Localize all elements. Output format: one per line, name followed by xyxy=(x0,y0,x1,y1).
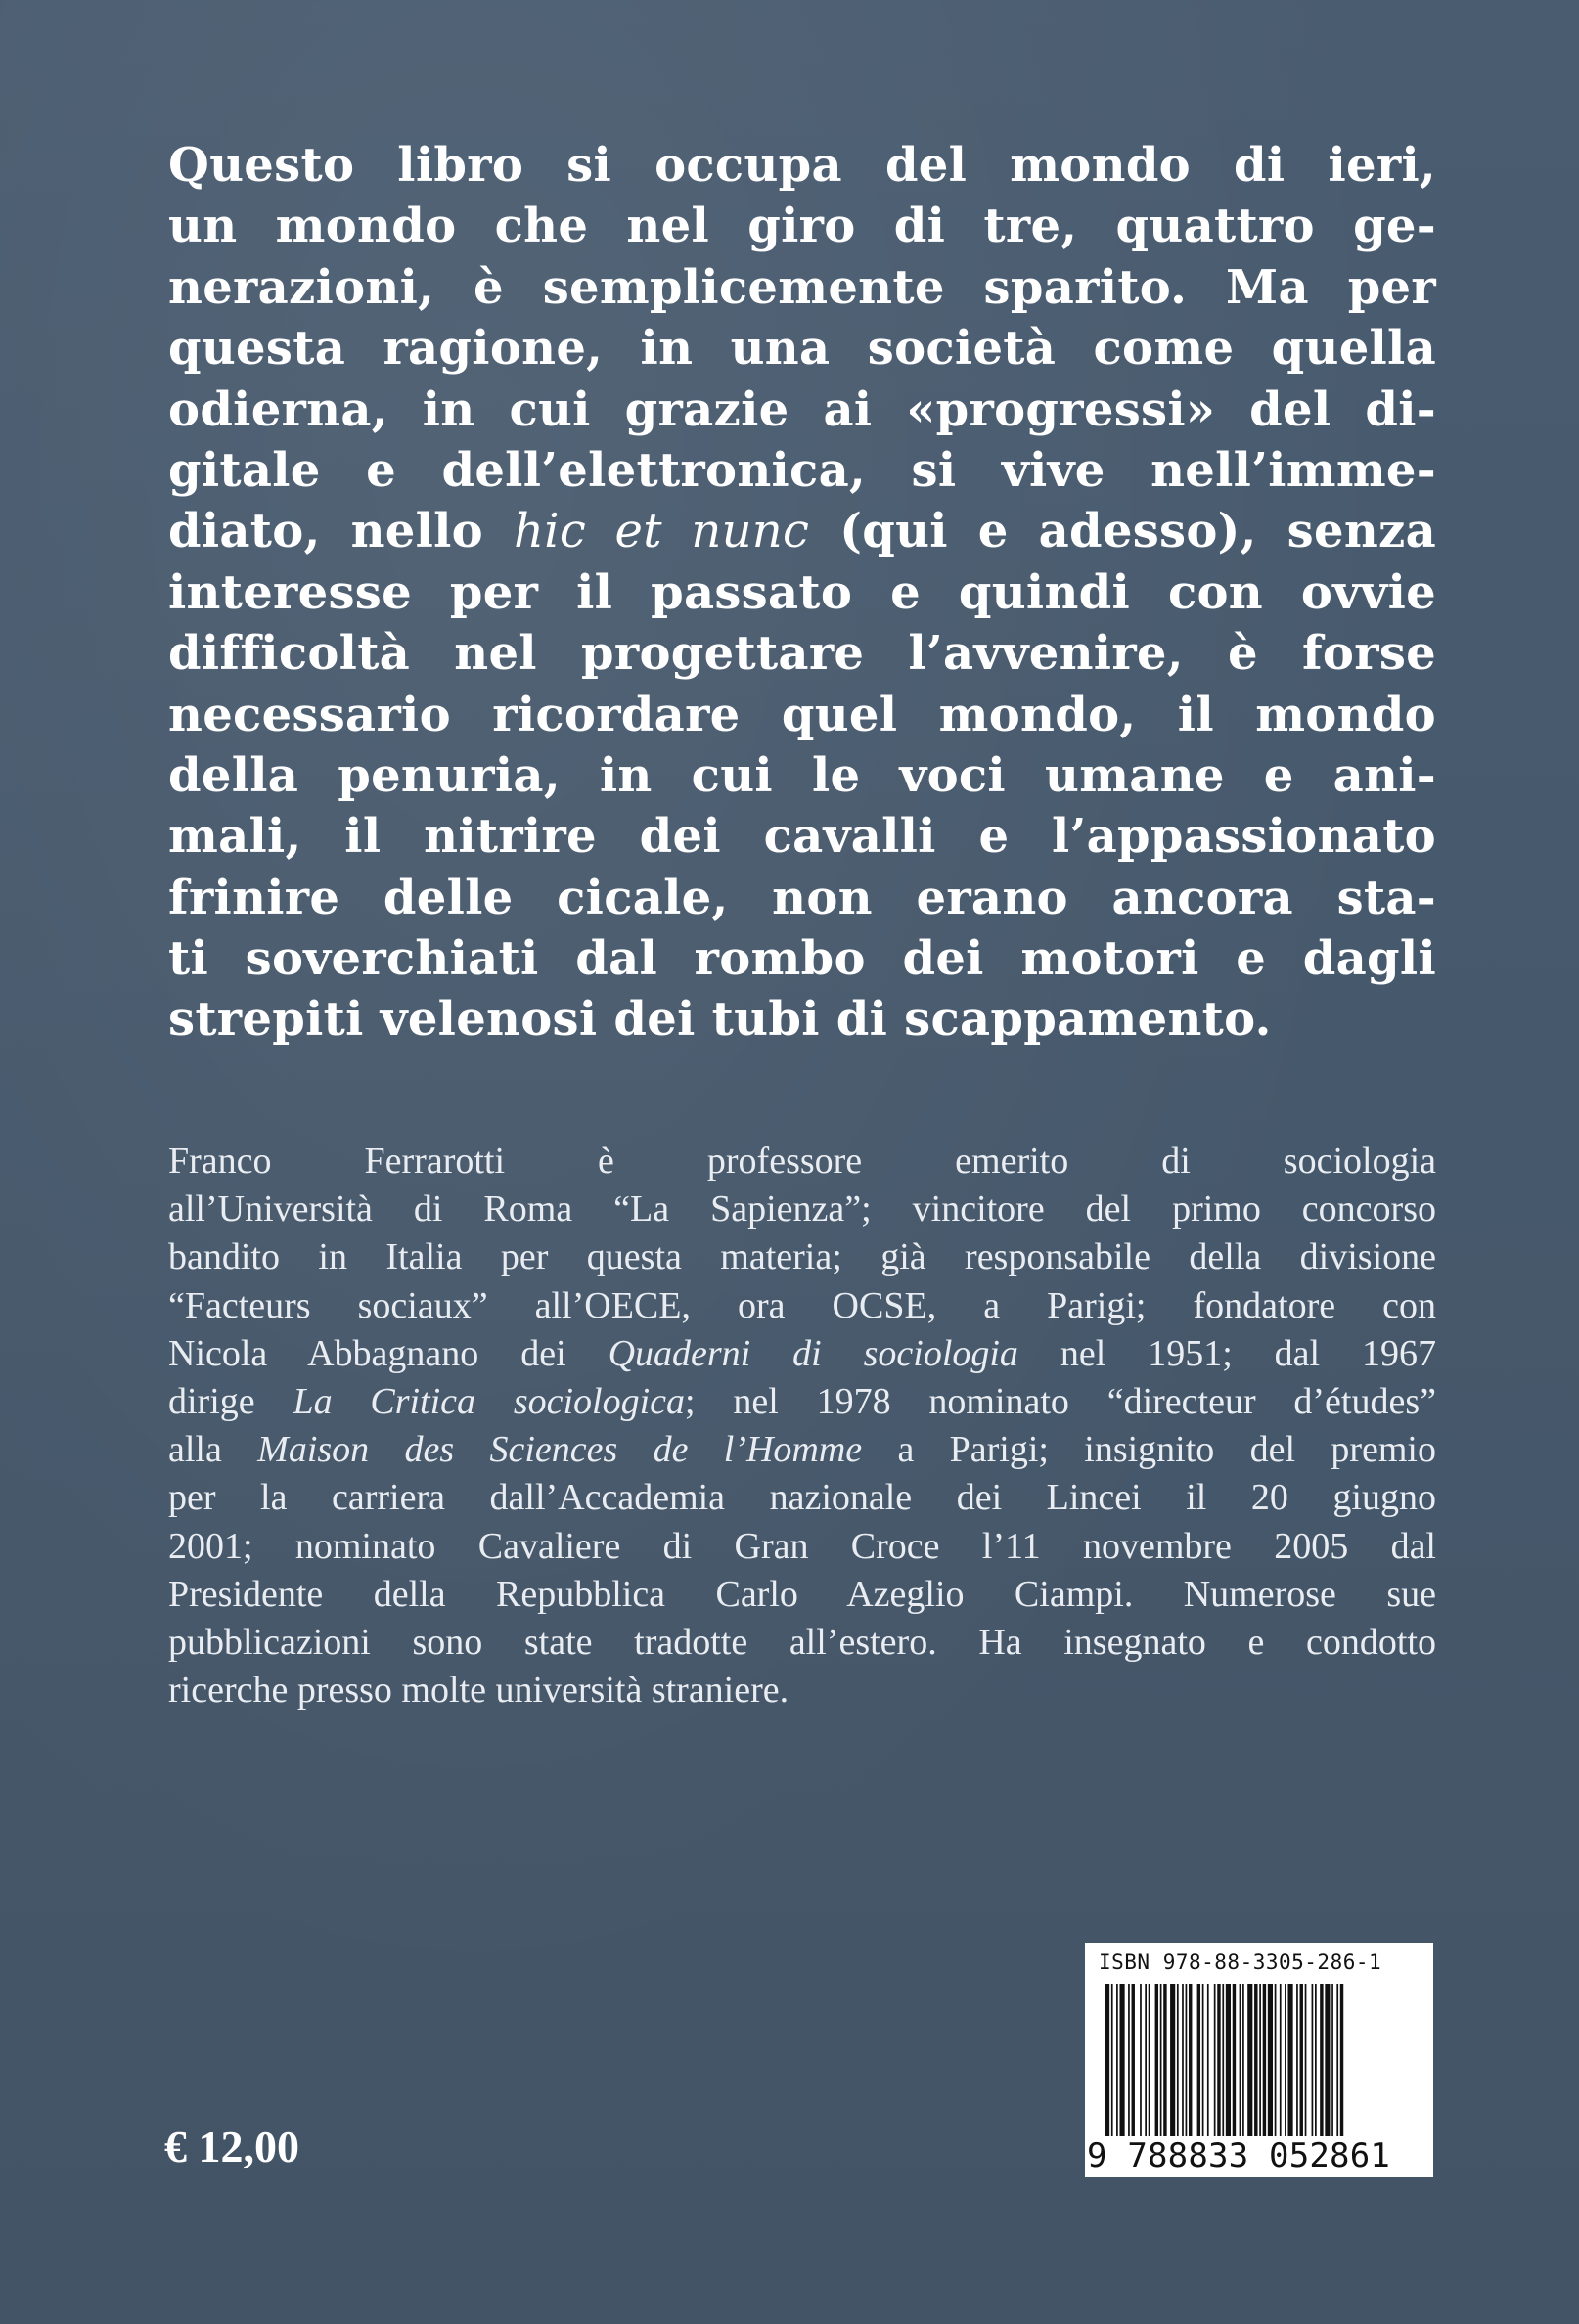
blurb-line: gitale e dell’elettronica, si vive nell’imme- xyxy=(168,442,1436,498)
blurb-text: (qui e adesso), senza xyxy=(839,504,1436,559)
barcode-bar xyxy=(1247,1984,1252,2136)
barcode-bar xyxy=(1325,1984,1330,2136)
barcode-bar xyxy=(1170,1984,1175,2136)
blurb-line: ti soverchiati dal rombo dei motori e dagli xyxy=(168,931,1436,987)
blurb-line: un mondo che nel giro di tre, quattro ge- xyxy=(168,199,1436,254)
barcode-bar xyxy=(1285,1984,1286,2136)
bio-italic-text: Quaderni di sociologia xyxy=(608,1332,1018,1374)
bio-line xyxy=(168,1330,1436,1378)
barcode-bar xyxy=(1315,1984,1317,2136)
barcode-bar xyxy=(1182,1984,1184,2136)
barcode-bar xyxy=(1202,1984,1204,2136)
blurb-line: questa ragione, in una società come quella xyxy=(168,321,1436,377)
bio-italic-text: Maison des Sciences de l’Homme xyxy=(257,1429,863,1471)
bio-line: bandito in Italia per questa materia; già responsabile della divisione xyxy=(168,1236,1436,1278)
barcode-bar xyxy=(1197,1984,1200,2136)
barcode-bar xyxy=(1105,1984,1109,2136)
barcode-bar xyxy=(1280,1984,1282,2136)
barcode-bar xyxy=(1336,1984,1338,2136)
bio-line: Presidente della Repubblica Carlo Azeglio Ciampi. Numerose sue xyxy=(168,1573,1436,1615)
bio-text: alla xyxy=(168,1429,222,1471)
author-bio xyxy=(168,1138,1436,1715)
barcode-bar xyxy=(1263,1984,1266,2136)
barcode-bar xyxy=(1177,1984,1179,2136)
barcode-bar xyxy=(1254,1984,1257,2136)
barcode-bar xyxy=(1116,1984,1118,2136)
blurb-line: odierna, in cui grazie ai «progressi» del di- xyxy=(168,381,1436,437)
ean-number: 9 788833 052861 xyxy=(1087,2136,1391,2175)
barcode-bar xyxy=(1268,1984,1273,2136)
barcode-bars-icon xyxy=(1105,1984,1414,2140)
bio-line: Franco Ferrarotti è professore emerito di sociologia xyxy=(168,1140,1436,1182)
blurb-line: mali, il nitrire dei cavalli e l’appassionato xyxy=(168,809,1436,865)
bio-line: per la carriera dall’Accademia nazionale dei Lincei il 20 giugno xyxy=(168,1477,1436,1519)
barcode-bar xyxy=(1242,1984,1244,2136)
barcode-bar xyxy=(1163,1984,1166,2136)
bio-italic-text: La Critica sociologica xyxy=(293,1380,686,1422)
bio-text: dirige xyxy=(168,1380,255,1422)
barcode-bar xyxy=(1145,1984,1147,2136)
barcode-bar xyxy=(1128,1984,1130,2136)
barcode-bar xyxy=(1226,1984,1231,2136)
bio-line: all’Università di Roma “La Sapienza”; vincitore del primo concorso xyxy=(168,1188,1436,1230)
barcode-bar xyxy=(1296,1984,1298,2136)
barcode-bar xyxy=(1320,1984,1323,2136)
barcode-bar xyxy=(1189,1984,1192,2136)
blurb-line: nerazioni, è semplicemente sparito. Ma per xyxy=(168,259,1436,315)
barcode-bar xyxy=(1331,1984,1333,2136)
blurb-line: necessario ricordare quel mondo, il mondo xyxy=(168,687,1436,742)
barcode-bar xyxy=(1132,1984,1135,2136)
blurb-line: strepiti velenosi dei tubi di scappamento. xyxy=(168,992,1272,1048)
barcode-bar xyxy=(1155,1984,1158,2136)
barcode-bar xyxy=(1240,1984,1241,2136)
blurb-italic-text: hic et nunc xyxy=(513,504,810,559)
bio-text: Nicola Abbagnano dei xyxy=(168,1332,566,1374)
blurb-line xyxy=(168,501,1436,561)
barcode-bar xyxy=(1312,1984,1314,2136)
barcode-bar xyxy=(1305,1984,1307,2136)
bio-line xyxy=(168,1378,1436,1426)
blurb-text: diato, nello xyxy=(168,504,483,559)
barcode-bar xyxy=(1119,1984,1124,2136)
barcode-bar xyxy=(1111,1984,1113,2136)
bio-text: ; nel 1978 nominato “directeur d’études” xyxy=(685,1380,1437,1422)
blurb-line: frinire delle cicale, non erano ancora sta- xyxy=(168,870,1436,925)
barcode-bar xyxy=(1233,1984,1236,2136)
bio-text: nel 1951; dal 1967 xyxy=(1060,1332,1437,1374)
bio-text: a Parigi; insignito del premio xyxy=(897,1429,1436,1471)
bio-line: ricerche presso molte università straniere. xyxy=(168,1670,790,1712)
barcode-bar xyxy=(1217,1984,1220,2136)
blurb-line: Questo libro si occupa del mondo di ieri, xyxy=(168,138,1436,193)
blurb-line: interesse per il passato e quindi con ovvie xyxy=(168,564,1436,620)
blurb-line: della penuria, in cui le voci umane e ani- xyxy=(168,747,1436,803)
barcode-bar xyxy=(1300,1984,1303,2136)
isbn-barcode xyxy=(1085,1943,1433,2177)
barcode-bar xyxy=(1149,1984,1150,2136)
barcode-bar xyxy=(1287,1984,1292,2136)
bio-line: pubblicazioni sono state tradotte all’estero. Ha insegnato e condotto xyxy=(168,1621,1436,1663)
price-label: € 12,00 xyxy=(164,2122,299,2171)
barcode-bar xyxy=(1140,1984,1142,2136)
isbn-number: ISBN 978-88-3305-286-1 xyxy=(1099,1950,1382,1974)
barcode-bar xyxy=(1259,1984,1261,2136)
barcode-bar xyxy=(1160,1984,1162,2136)
barcode-bar xyxy=(1222,1984,1224,2136)
barcode-bar xyxy=(1275,1984,1277,2136)
blurb-paragraph xyxy=(168,135,1436,1050)
barcode-bar xyxy=(1186,1984,1188,2136)
barcode-bar xyxy=(1340,1984,1343,2136)
barcode-bar xyxy=(1207,1984,1209,2136)
bio-line: “Facteurs sociaux” all’OECE, ora OCSE, a Parigi; fondatore con xyxy=(168,1284,1436,1326)
bio-line: 2001; nominato Cavaliere di Gran Croce l’11 novembre 2005 dal xyxy=(168,1525,1436,1567)
bio-line xyxy=(168,1426,1436,1474)
blurb-line: difficoltà nel progettare l’avvenire, è forse xyxy=(168,626,1436,682)
barcode-bar xyxy=(1214,1984,1216,2136)
